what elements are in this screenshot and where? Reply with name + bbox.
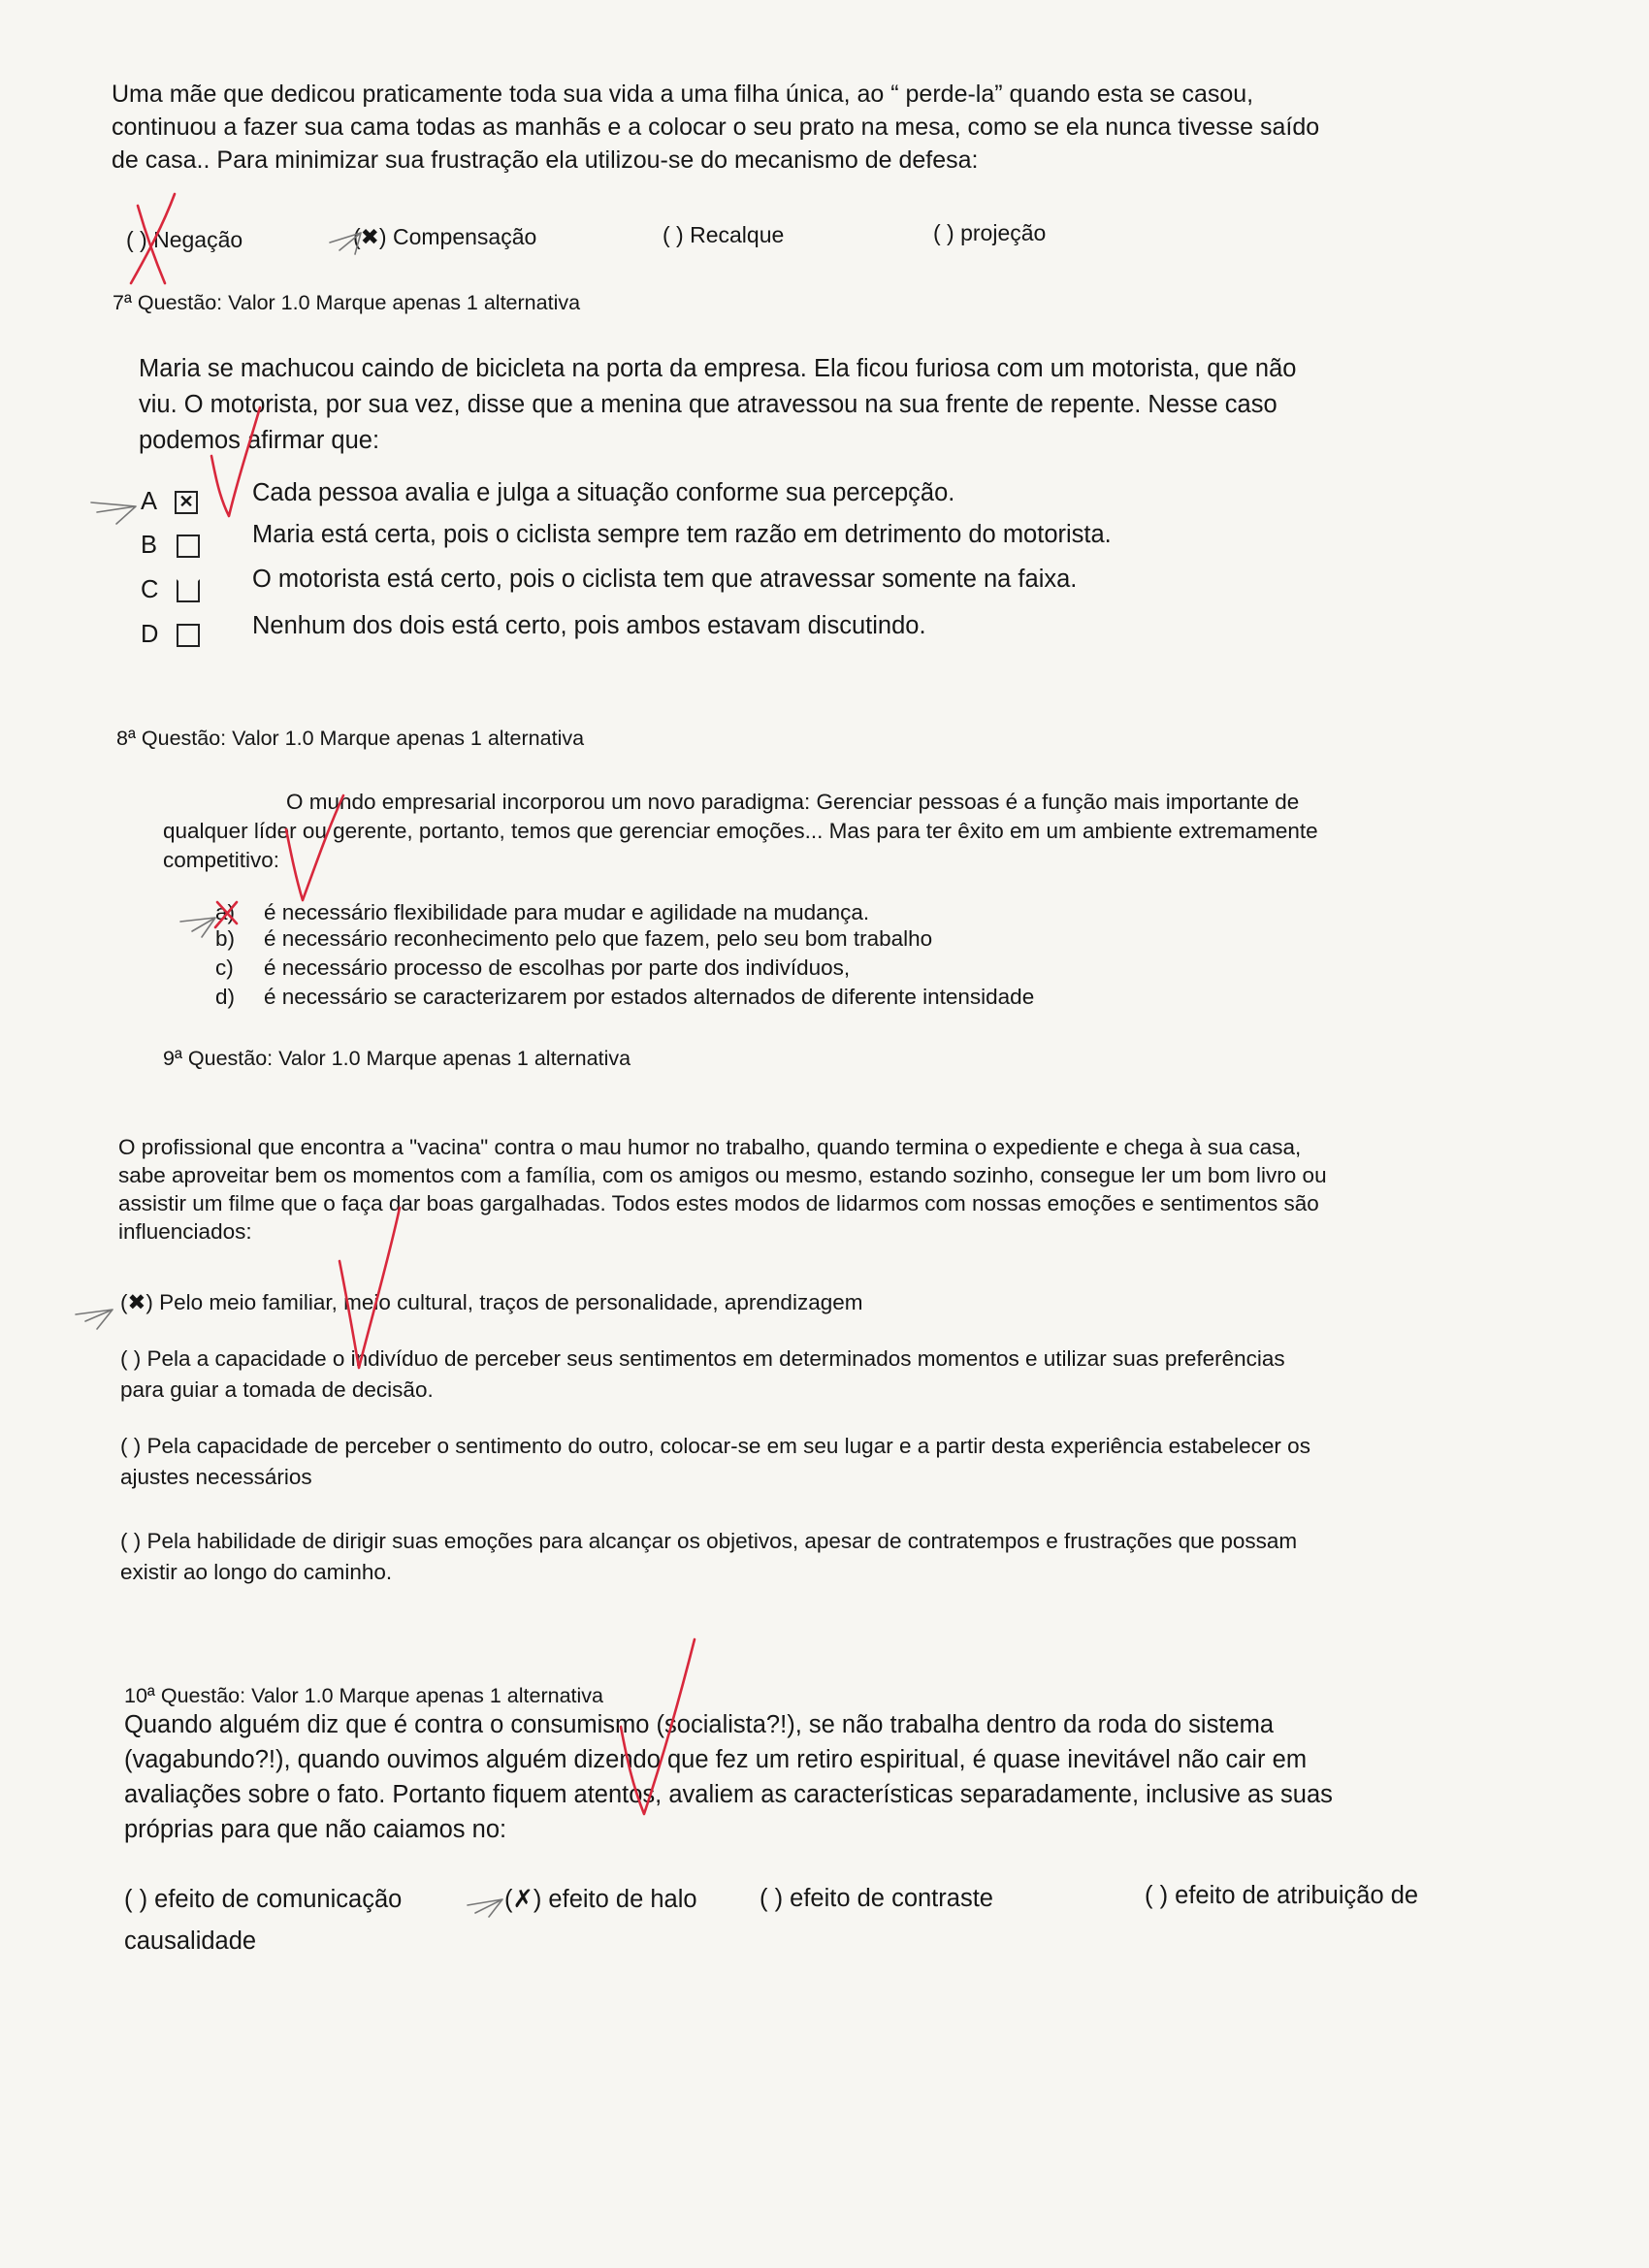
q9-option-4-line: ( ) Pela habilidade de dirigir suas emoções para alcançar os objetivos, apesar de contratempos e frustrações que possam	[120, 1529, 1298, 1553]
q7-option-d-text: Nenhum dos dois está certo, pois ambos estavam discutindo.	[252, 612, 926, 639]
q6-option-recalque[interactable]: ( ) Recalque	[663, 222, 785, 247]
q9-option-1[interactable]: (✖) Pelo meio familiar, meio cultural, traços de personalidade, aprendizagem	[120, 1290, 863, 1314]
q8-option-b-text[interactable]: é necessário reconhecimento pelo que fazem, pelo seu bom trabalho	[264, 926, 933, 951]
q7-option-d-letter: D	[141, 621, 159, 648]
q10-option-comunicacao[interactable]: ( ) efeito de comunicação	[124, 1886, 403, 1913]
q6-option-compensacao[interactable]: (✖) Compensação	[353, 224, 537, 249]
q9-option-2[interactable]	[120, 1344, 1285, 1406]
q10-option-atribuicao-cont: causalidade	[124, 1928, 257, 1955]
q9-option-2-line: para guiar a tomada de decisão.	[120, 1377, 434, 1402]
q9-option-2-line: ( ) Pela a capacidade o indivíduo de perceber seus sentimentos em determinados momentos e utilizar suas preferências	[120, 1346, 1285, 1371]
q9-header: 9ª Questão: Valor 1.0 Marque apenas 1 alternativa	[163, 1047, 631, 1070]
q8-option-b-letter: b)	[215, 926, 236, 951]
q10-line: próprias para que não caiamos no:	[124, 1816, 507, 1843]
q10-line: Quando alguém diz que é contra o consumismo (socialista?!), se não trabalha dentro da roda do sistema	[124, 1711, 1275, 1738]
q7-option-b-checkbox[interactable]	[177, 535, 200, 561]
q7-option-a-letter: A	[141, 488, 158, 515]
q7-line: Maria se machucou caindo de bicicleta na porta da empresa. Ela ficou furiosa com um motorista, que não	[139, 355, 1297, 382]
q9-option-3-line: ajustes necessários	[120, 1465, 312, 1489]
q8-option-a-text[interactable]: é necessário flexibilidade para mudar e agilidade na mudança.	[264, 900, 870, 924]
q7-option-d-checkbox[interactable]	[177, 624, 200, 650]
q7-option-c-letter: C	[141, 576, 159, 603]
q10-line: avaliações sobre o fato. Portanto fiquem atentos, avaliem as características separadamente, inclusive as suas	[124, 1781, 1333, 1808]
q7-option-b-letter: B	[141, 532, 158, 559]
q6-option-projecao[interactable]: ( ) projeção	[933, 220, 1047, 245]
q10-option-contraste[interactable]: ( ) efeito de contraste	[760, 1885, 993, 1912]
q8-line: O mundo empresarial incorporou um novo paradigma: Gerenciar pessoas é a função mais importante de	[286, 790, 1300, 814]
q9-line: influenciados:	[118, 1219, 252, 1244]
q6-line: de casa.. Para minimizar sua frustração ela utilizou-se do mecanismo de defesa:	[112, 146, 979, 174]
q8-line: qualquer líder ou gerente, portanto, temos que gerenciar emoções... Mas para ter êxito em um ambiente extremamente	[163, 819, 1318, 843]
q8-option-a-letter: a)	[215, 900, 236, 924]
q7-statement	[139, 351, 1296, 459]
q6-line: Uma mãe que dedicou praticamente toda sua vida a uma filha única, ao “ perde-la” quando esta se casou,	[112, 81, 1254, 108]
q6-option-negacao[interactable]: ( ) Negação	[126, 227, 243, 252]
q6-statement	[112, 78, 1319, 177]
q8-option-d-letter: d)	[215, 985, 236, 1009]
q7-option-a-checkbox[interactable]: ✕	[175, 491, 198, 514]
q9-option-3[interactable]	[120, 1431, 1310, 1493]
q10-option-halo[interactable]: (✗) efeito de halo	[504, 1886, 697, 1913]
q8-line: competitivo:	[163, 848, 280, 872]
q9-option-4-line: existir ao longo do caminho.	[120, 1560, 393, 1584]
q10-statement	[124, 1707, 1333, 1847]
q8-header: 8ª Questão: Valor 1.0 Marque apenas 1 alternativa	[116, 727, 585, 750]
q8-option-d-text[interactable]: é necessário se caracterizarem por estados alternados de diferente intensidade	[264, 985, 1035, 1009]
q7-option-c-checkbox[interactable]	[177, 579, 200, 605]
q7-line: viu. O motorista, por sua vez, disse que a menina que atravessou na sua frente de repente. Nesse caso	[139, 391, 1277, 418]
q10-line: (vagabundo?!), quando ouvimos alguém dizendo que fez um retiro espiritual, é quase inevitável não cair em	[124, 1746, 1308, 1773]
q9-line: sabe aproveitar bem os momentos com a família, com os amigos ou mesmo, estando sozinho, consegue ler um bom livro ou	[118, 1163, 1327, 1187]
q10-option-atribuicao[interactable]: ( ) efeito de atribuição de	[1145, 1882, 1419, 1909]
q9-option-3-line: ( ) Pela capacidade de perceber o sentimento do outro, colocar-se em seu lugar e a partir desta experiência estabelecer os	[120, 1434, 1310, 1458]
q10-header: 10ª Questão: Valor 1.0 Marque apenas 1 alternativa	[124, 1684, 604, 1707]
q9-statement	[118, 1133, 1327, 1246]
q7-line: podemos afirmar que:	[139, 427, 380, 454]
q7-option-b-text: Maria está certa, pois o ciclista sempre tem razão em detrimento do motorista.	[252, 521, 1112, 548]
q7-header: 7ª Questão: Valor 1.0 Marque apenas 1 alternativa	[113, 291, 581, 314]
q9-option-4[interactable]	[120, 1526, 1297, 1588]
q8-option-c-text[interactable]: é necessário processo de escolhas por parte dos indivíduos,	[264, 956, 851, 980]
q7-option-c-text: O motorista está certo, pois o ciclista tem que atravessar somente na faixa.	[252, 566, 1078, 593]
q6-line: continuou a fazer sua cama todas as manhãs e a colocar o seu prato na mesa, como se ela nunca tivesse saído	[112, 113, 1320, 141]
q9-line: O profissional que encontra a "vacina" contra o mau humor no trabalho, quando termina o expediente e chega à sua casa,	[118, 1135, 1302, 1159]
q7-option-a-text: Cada pessoa avalia e julga a situação conforme sua percepção.	[252, 479, 955, 506]
q8-option-c-letter: c)	[215, 956, 234, 980]
q9-line: assistir um filme que o faça dar boas gargalhadas. Todos estes modos de lidarmos com nossas emoções e sentimentos são	[118, 1191, 1319, 1215]
